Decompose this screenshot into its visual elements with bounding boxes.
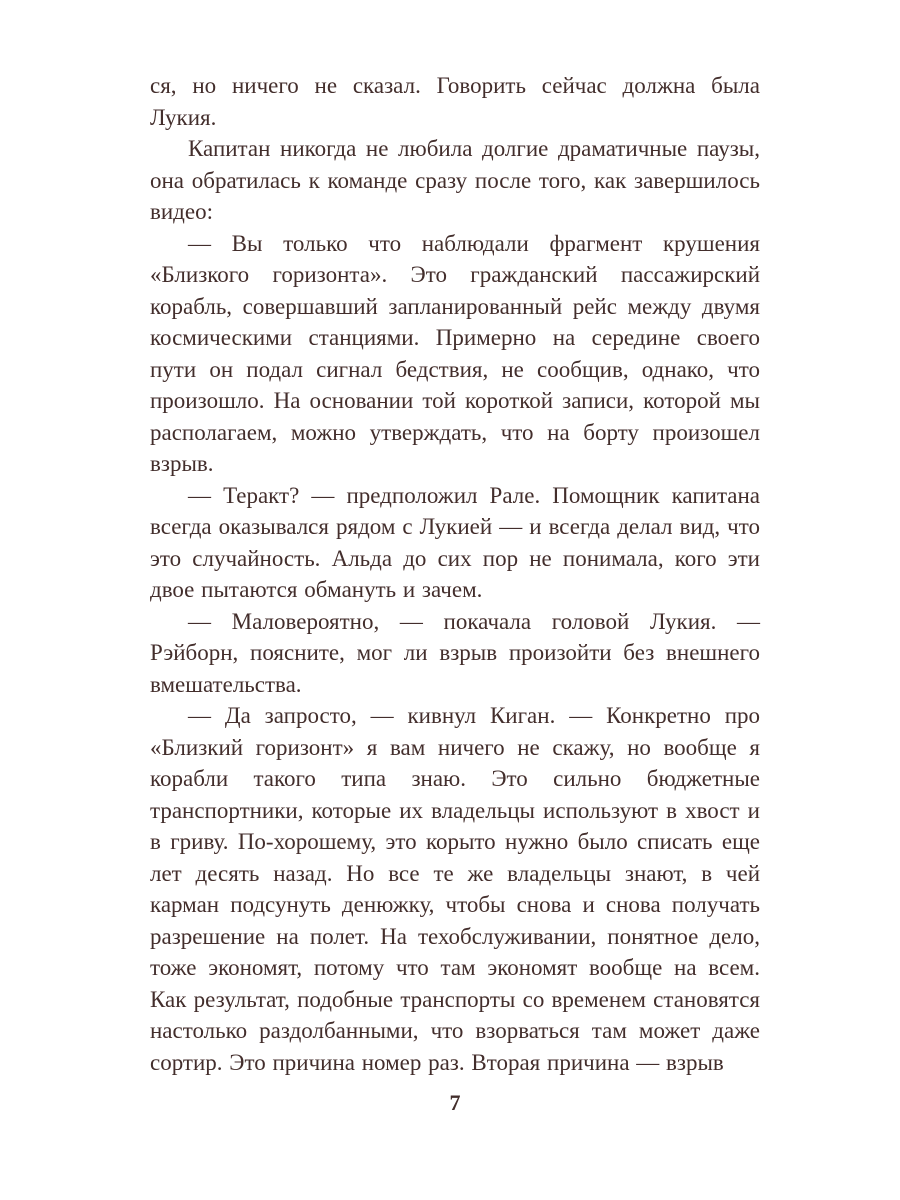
paragraph: — Да запросто, — кивнул Киган. — Конкретно про «Близкий горизонт» я вам ничего не скажу, но вообще я корабли такого типа знаю. Это сильно бюджетные транспортники, которые их владельцы используют в хвост и в гриву. По-хорошему, это корыто нужно было списать еще лет десять назад. Но все те же владельцы знают, в чей карман подсунуть денюжку, чтобы снова и снова получать разрешение на полет. На техобслуживании, понятное дело, тоже экономят, потому что там экономят вообще на всем. Как результат, подобные транспорты со временем становятся настолько раздолбанными, что взорваться там может даже сортир. Это причина номер раз. Вторая причина — взрыв bbox=[150, 703, 760, 1075]
page-number: 7 bbox=[449, 1090, 461, 1115]
paragraph: — Теракт? — предположил Рале. Помощник капитана всегда оказывался рядом с Лукией — и всегда делал вид, что это случайность. Альда до сих пор не понимала, кого эти двое пытаются обмануть и зачем. bbox=[150, 482, 760, 602]
paragraph: Капитан никогда не любила долгие драматичные паузы, она обратилась к команде сразу после того, как завершилось видео: bbox=[150, 136, 760, 224]
paragraph: — Вы только что наблюдали фрагмент крушения «Близкого горизонта». Это гражданский пассажирский корабль, совершавший запланированный рейс между двумя космическими станциями. Примерно на середине своего пути он подал сигнал бедствия, не сообщив, однако, что произошло. На основании той короткой записи, которой мы располагаем, можно утверждать, что на борту произошел взрыв. bbox=[150, 230, 760, 476]
paragraph: ся, но ничего не сказал. Говорить сейчас должна была Лукия. bbox=[150, 73, 760, 130]
paragraph: — Маловероятно, — покачала головой Лукия. — Рэйборн, поясните, мог ли взрыв произойти без внешнего вмешательства. bbox=[150, 608, 760, 697]
page-text-block bbox=[150, 70, 760, 1078]
